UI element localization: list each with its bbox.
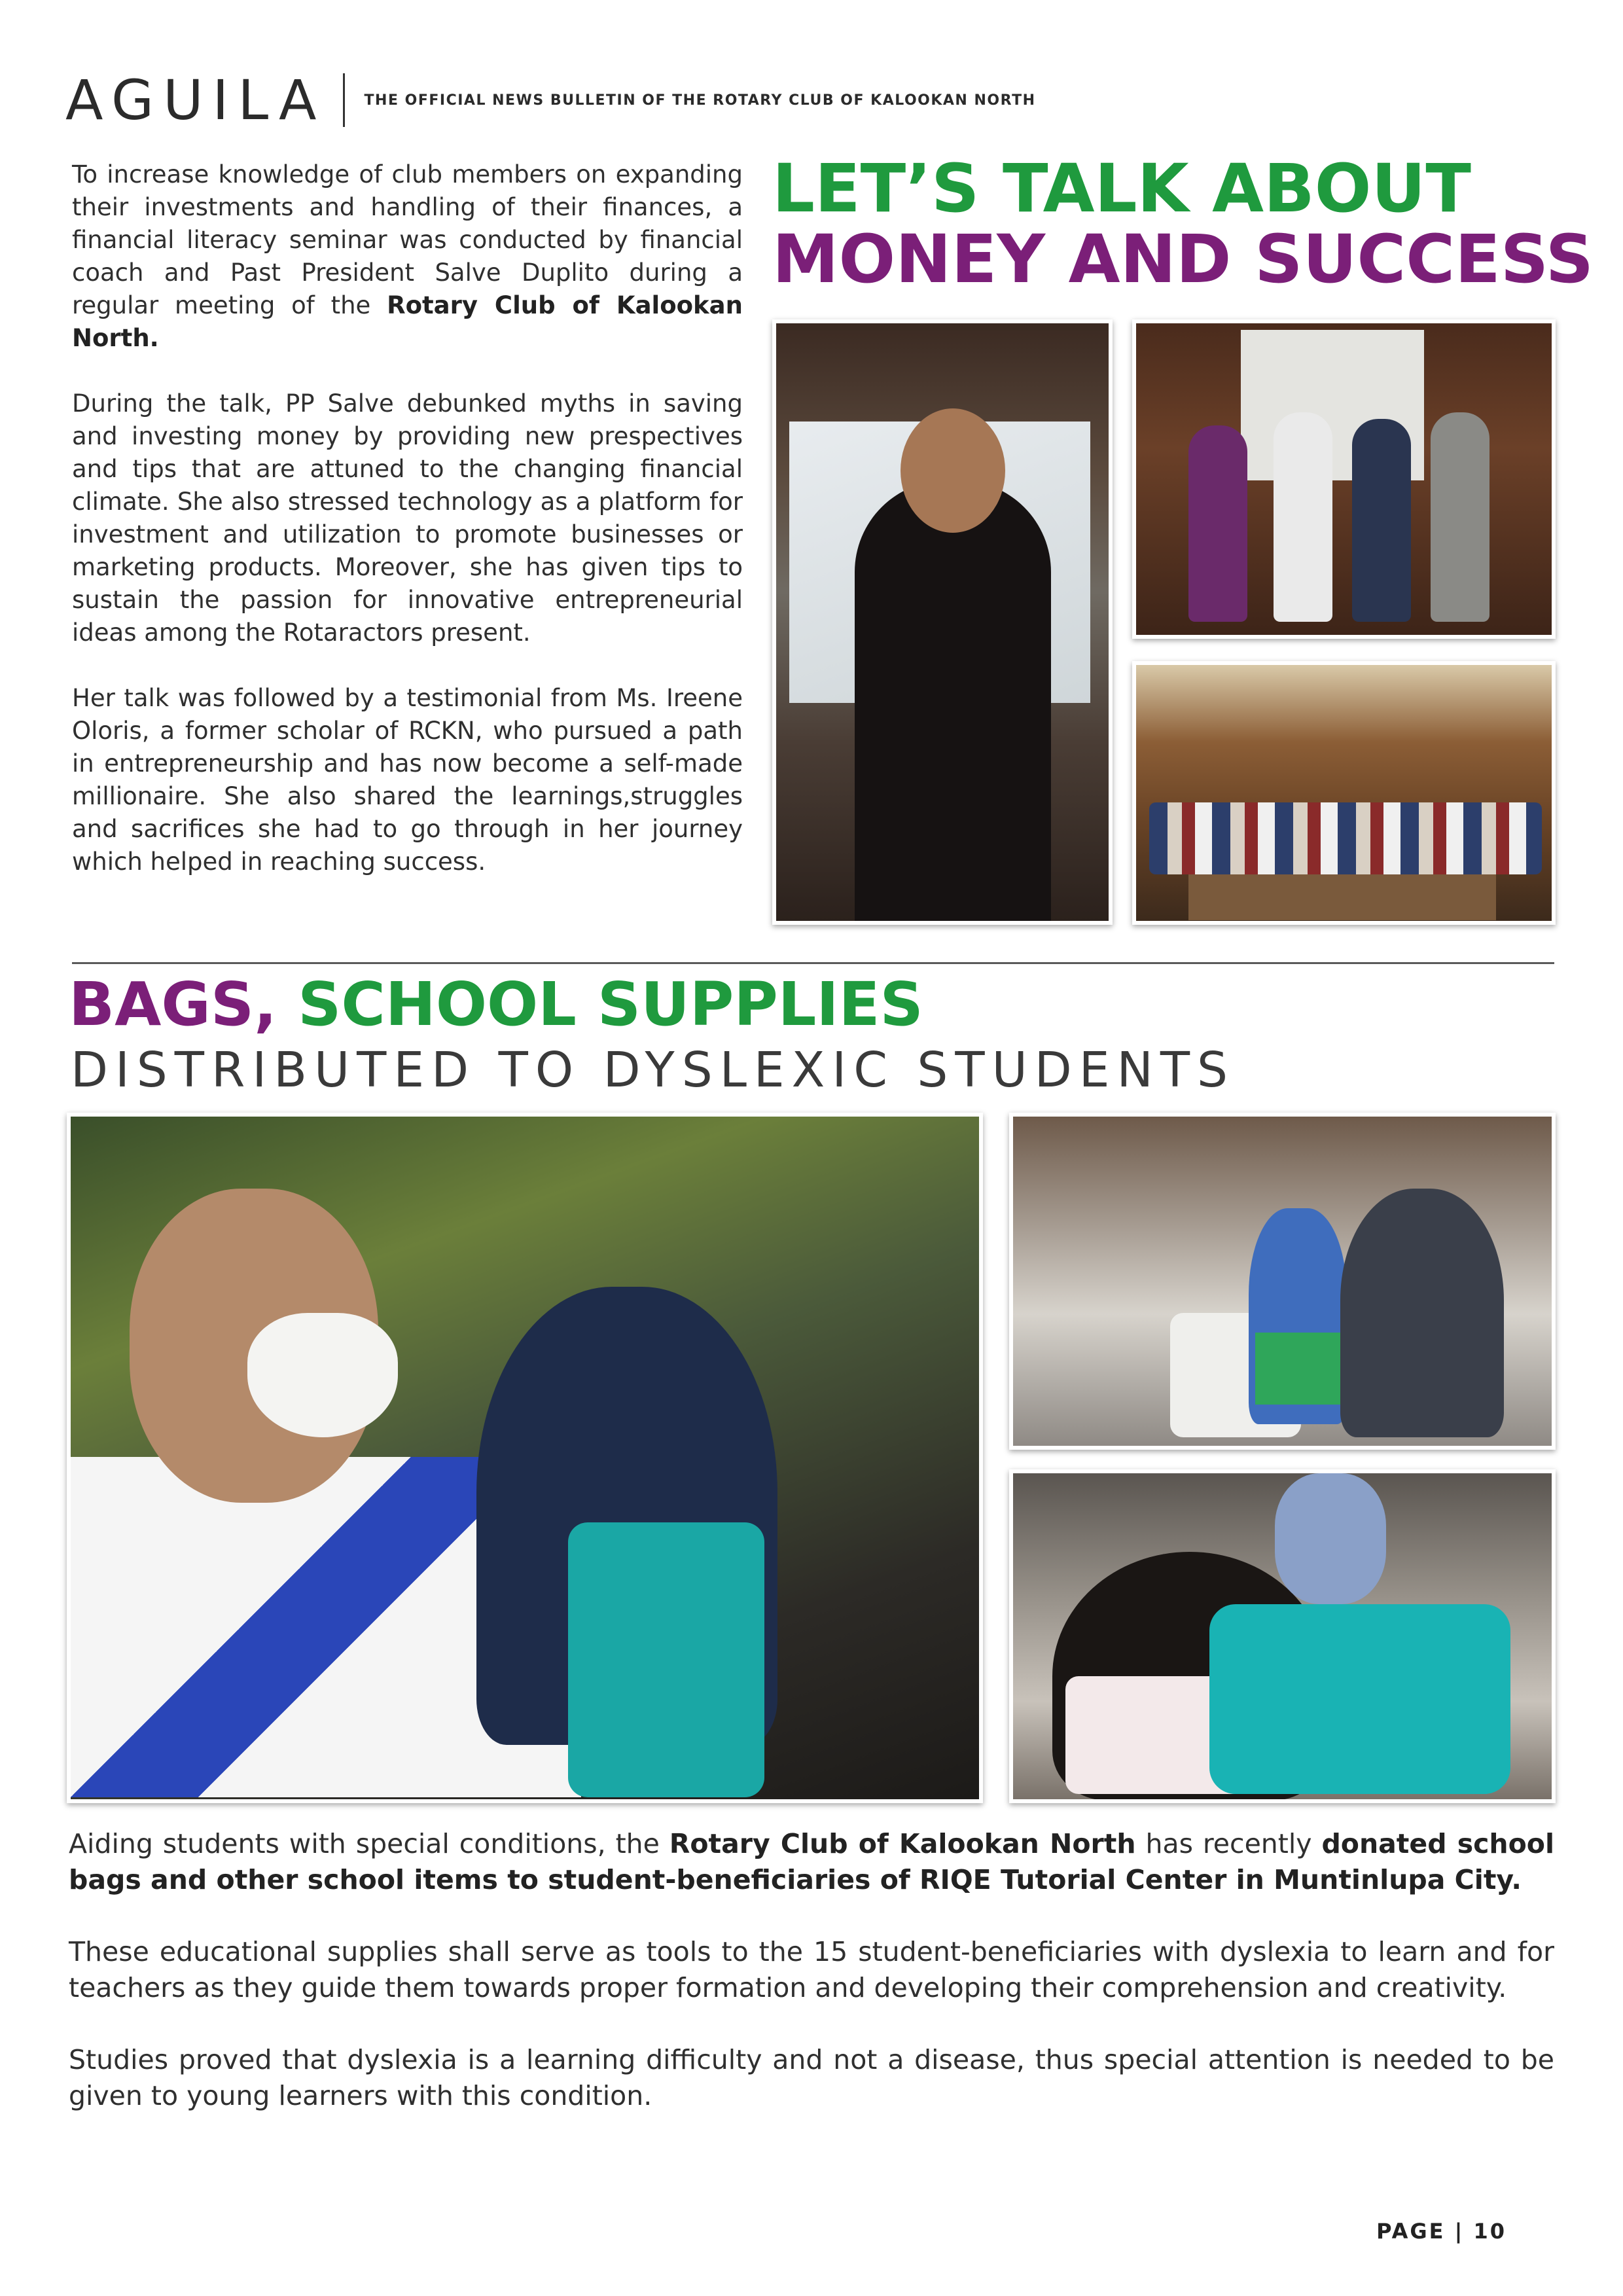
article1-headline-line2: MONEY AND SUCCESS bbox=[772, 221, 1594, 298]
article1-paragraph-2: During the talk, PP Salve debunked myths in saving and investing money by providing new prespectives and tips that are attuned to the changing financial climate. She also stressed technology as a platform for investment and utilization to promote businesses or marketing products. Moreover, she has given tips to sustain the passion for innovative entrepreneurial ideas among the Rotaractors present. bbox=[72, 389, 743, 647]
article1-headline-line1: LET’S TALK ABOUT bbox=[772, 150, 1471, 228]
article2-p1-d: donated school bags and other school items to student-beneficiaries of RIQE Tutorial Center in Muntinlupa City. bbox=[69, 1828, 1555, 1895]
page-number: PAGE | 10 bbox=[1376, 2219, 1507, 2244]
article2-headline-part1: BAGS, bbox=[69, 969, 298, 1039]
award-photo bbox=[1132, 319, 1556, 639]
article2-paragraph-1 bbox=[69, 1826, 1554, 1898]
speaker-photo bbox=[772, 319, 1113, 925]
article2-headline bbox=[69, 969, 923, 1041]
masthead-tagline: THE OFFICIAL NEWS BULLETIN OF THE ROTARY CLUB OF KALOOKAN NORTH bbox=[364, 92, 1036, 109]
girl-bag-photo bbox=[1009, 1469, 1556, 1803]
article1-paragraph-1 bbox=[72, 158, 743, 355]
article2-body bbox=[69, 1826, 1554, 2114]
article2-p1-b: Rotary Club of Kalookan North bbox=[669, 1828, 1136, 1859]
article1-p1-bold: Rotary Club of Kalookan North. bbox=[72, 291, 743, 352]
article2-p1-a: Aiding students with special conditions, the bbox=[69, 1828, 669, 1859]
article1-body bbox=[72, 158, 743, 878]
article1-headline bbox=[772, 150, 1594, 298]
seated-kid-photo bbox=[1009, 1113, 1556, 1450]
article2-paragraph-2: These educational supplies shall serve as tools to the 15 student-beneficiaries with dyslexia to learn and for teachers as they guide them towards proper formation and developing their comprehension and creativity. bbox=[69, 1936, 1554, 2003]
bulletin-logo: AGUILA bbox=[65, 68, 326, 132]
masthead bbox=[65, 68, 1036, 132]
article2-headline-part2: SCHOOL SUPPLIES bbox=[298, 969, 923, 1039]
article2-paragraph-3: Studies proved that dyslexia is a learning difficulty and not a disease, thus special attention is needed to be given to young learners with this condition. bbox=[69, 2044, 1554, 2111]
section-divider bbox=[72, 962, 1554, 964]
article1-paragraph-3: Her talk was followed by a testimonial from Ms. Ireene Oloris, a former scholar of RCKN, who pursued a path in entrepreneurship and has now become a self-made millionaire. She also shared the learnings,struggles and sacrifices she had to go through in her journey which helped in reaching success. bbox=[72, 684, 743, 876]
hug-photo bbox=[67, 1113, 983, 1803]
article2-p1-c: has recently bbox=[1135, 1828, 1322, 1859]
group-photo bbox=[1132, 661, 1556, 925]
masthead-divider bbox=[343, 73, 345, 127]
article1-p1-text: To increase knowledge of club members on expanding their investments and handling of their finances, a financial literacy seminar was conducted by financial coach and Past President Salve Duplito during a regular meeting of the bbox=[72, 160, 743, 319]
article2-subhead: DISTRIBUTED TO DYSLEXIC STUDENTS bbox=[71, 1042, 1235, 1098]
